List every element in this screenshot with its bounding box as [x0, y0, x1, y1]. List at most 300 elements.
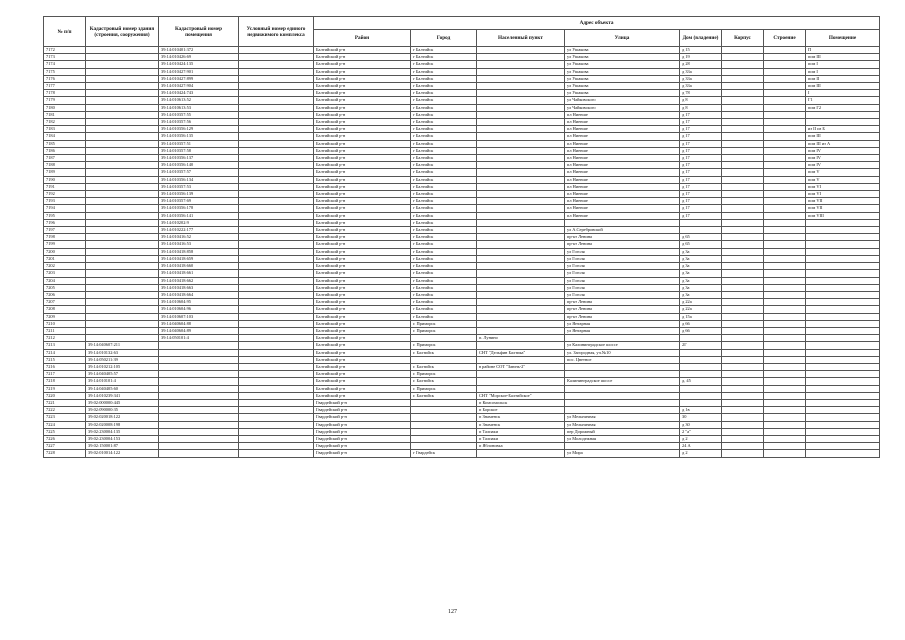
table-row: [44, 198, 880, 205]
cell-stroenie: [764, 335, 806, 342]
cell-pomeshchenie: [806, 399, 880, 406]
cell-pomeshchenie: [806, 407, 880, 414]
cell-uslovny: [239, 169, 314, 176]
cell-rayon: Балтийский р-н: [314, 97, 411, 104]
cell-ulitsa: пос. Цветное: [565, 356, 680, 363]
cell-dom: [680, 363, 722, 370]
cell-num: 7186: [44, 147, 86, 154]
cell-kadastr-room: [159, 349, 239, 356]
cell-ulitsa: [565, 335, 680, 342]
cell-ulitsa: [565, 371, 680, 378]
cell-gorod: г Балтийск: [411, 299, 477, 306]
table-row: [44, 104, 880, 111]
cell-stroenie: [764, 291, 806, 298]
cell-gorod: [411, 407, 477, 414]
cell-uslovny: [239, 392, 314, 399]
table-row: [44, 356, 880, 363]
cell-punkt: [477, 371, 565, 378]
cell-dom: д 17: [680, 133, 722, 140]
cell-gorod: [411, 421, 477, 428]
cell-num: 7223: [44, 414, 86, 421]
cell-stroenie: [764, 169, 806, 176]
cell-punkt: п Яблоновка: [477, 443, 565, 450]
cell-kadastr-building: [86, 176, 159, 183]
cell-pomeshchenie: [806, 291, 880, 298]
col-header-kadastr-building: Кадастровый номер здания (строения, сооружения): [86, 17, 159, 47]
cell-kadastr-building: [86, 90, 159, 97]
cell-uslovny: [239, 47, 314, 54]
cell-uslovny: [239, 399, 314, 406]
cell-dom: д 17: [680, 169, 722, 176]
cell-pomeshchenie: пом VI: [806, 191, 880, 198]
cell-stroenie: [764, 435, 806, 442]
cell-num: 7226: [44, 435, 86, 442]
cell-dom: д 65: [680, 241, 722, 248]
cell-kadastr-building: 39:14:040405:60: [86, 385, 159, 392]
cell-num: 7204: [44, 277, 86, 284]
cell-korpus: [722, 83, 764, 90]
cell-kadastr-building: 39:02:020008:198: [86, 421, 159, 428]
cell-korpus: [722, 90, 764, 97]
cell-dom: д 2: [680, 450, 722, 457]
cell-ulitsa: пл Ниенше: [565, 133, 680, 140]
cell-gorod: [411, 414, 477, 421]
cell-pomeshchenie: пом IV: [806, 147, 880, 154]
cell-stroenie: [764, 147, 806, 154]
cell-kadastr-building: [86, 212, 159, 219]
cell-stroenie: [764, 61, 806, 68]
cell-ulitsa: ул Гоголя: [565, 291, 680, 298]
cell-gorod: г Балтийск: [411, 111, 477, 118]
cell-ulitsa: пл Ниенше: [565, 111, 680, 118]
cell-dom: д 17: [680, 126, 722, 133]
cell-gorod: г Балтийск: [411, 97, 477, 104]
cell-stroenie: [764, 212, 806, 219]
cell-num: 7200: [44, 248, 86, 255]
cell-uslovny: [239, 306, 314, 313]
cell-ulitsa: ул Ушакова: [565, 68, 680, 75]
cell-kadastr-building: [86, 126, 159, 133]
cell-rayon: Балтийский р-н: [314, 349, 411, 356]
table-row: [44, 176, 880, 183]
cell-stroenie: [764, 104, 806, 111]
table-row: [44, 277, 880, 284]
cell-rayon: Балтийский р-н: [314, 378, 411, 385]
cell-uslovny: [239, 248, 314, 255]
cell-punkt: [477, 234, 565, 241]
cell-rayon: Балтийский р-н: [314, 90, 411, 97]
cell-rayon: Балтийский р-н: [314, 68, 411, 75]
cell-rayon: Балтийский р-н: [314, 392, 411, 399]
cell-kadastr-room: [159, 443, 239, 450]
cell-gorod: г Балтийск: [411, 104, 477, 111]
cell-ulitsa: ул Янтарная: [565, 327, 680, 334]
cell-ulitsa: ул Ушакова: [565, 83, 680, 90]
cell-pomeshchenie: [806, 277, 880, 284]
cell-dom: д 30: [680, 421, 722, 428]
cell-ulitsa: [565, 407, 680, 414]
cell-kadastr-building: [86, 104, 159, 111]
cell-punkt: [477, 111, 565, 118]
cell-rayon: Балтийский р-н: [314, 291, 411, 298]
table-row: [44, 219, 880, 226]
cell-kadastr-building: [86, 97, 159, 104]
cell-kadastr-room: 39:14:010424:135: [159, 61, 239, 68]
cell-num: 7212: [44, 335, 86, 342]
cell-num: 7202: [44, 263, 86, 270]
cell-korpus: [722, 227, 764, 234]
cell-stroenie: [764, 234, 806, 241]
cell-gorod: г Балтийск: [411, 183, 477, 190]
table-row: [44, 320, 880, 327]
cell-dom: д 8: [680, 97, 722, 104]
cell-kadastr-room: 39:14:010418:659: [159, 255, 239, 262]
cell-kadastr-room: 39:14:010356:135: [159, 133, 239, 140]
cell-stroenie: [764, 313, 806, 320]
cell-uslovny: [239, 155, 314, 162]
table-row: [44, 111, 880, 118]
cell-num: 7222: [44, 407, 86, 414]
table-row: [44, 183, 880, 190]
cell-punkt: [477, 133, 565, 140]
cell-punkt: [477, 47, 565, 54]
cell-kadastr-building: 39:14:040405:57: [86, 371, 159, 378]
table-row: [44, 342, 880, 349]
cell-rayon: Балтийский р-н: [314, 299, 411, 306]
cell-uslovny: [239, 378, 314, 385]
cell-punkt: СНТ "Дельфин Балтика": [477, 349, 565, 356]
cell-kadastr-building: 39:14:010101:4: [86, 378, 159, 385]
cell-gorod: г Балтийск: [411, 205, 477, 212]
cell-pomeshchenie: [806, 263, 880, 270]
cell-uslovny: [239, 183, 314, 190]
cell-num: 7197: [44, 227, 86, 234]
cell-stroenie: [764, 371, 806, 378]
cell-dom: д 28: [680, 61, 722, 68]
table-row: [44, 47, 880, 54]
cell-dom: [680, 392, 722, 399]
cell-num: 7206: [44, 291, 86, 298]
table-row: [44, 61, 880, 68]
cell-ulitsa: ул. Загородная, уч.№10: [565, 349, 680, 356]
cell-ulitsa: ул Ушакова: [565, 61, 680, 68]
cell-gorod: г Балтийск: [411, 47, 477, 54]
cell-dom: [680, 219, 722, 226]
cell-punkt: [477, 104, 565, 111]
table-row: [44, 140, 880, 147]
cell-pomeshchenie: пом Г2: [806, 104, 880, 111]
cell-num: 7178: [44, 90, 86, 97]
cell-punkt: [477, 183, 565, 190]
col-header-korpus: Корпус: [722, 30, 764, 47]
cell-num: 7210: [44, 320, 86, 327]
cell-uslovny: [239, 104, 314, 111]
cell-gorod: г Балтийск: [411, 227, 477, 234]
cell-ulitsa: пр-кт Ленина: [565, 241, 680, 248]
cell-punkt: [477, 75, 565, 82]
cell-rayon: Балтийский р-н: [314, 263, 411, 270]
cell-num: 7215: [44, 356, 86, 363]
cell-punkt: [477, 61, 565, 68]
cell-num: 7221: [44, 399, 86, 406]
cell-ulitsa: пер Дорожный: [565, 428, 680, 435]
cell-pomeshchenie: пом III: [806, 133, 880, 140]
cell-num: 7196: [44, 219, 86, 226]
cell-kadastr-room: 39:14:040604:88: [159, 320, 239, 327]
cell-rayon: Балтийский р-н: [314, 255, 411, 262]
cell-num: 7199: [44, 241, 86, 248]
cell-korpus: [722, 342, 764, 349]
cell-rayon: Балтийский р-н: [314, 385, 411, 392]
cell-rayon: Гвардейский р-н: [314, 399, 411, 406]
cell-uslovny: [239, 313, 314, 320]
cell-kadastr-building: 39:02:150001:87: [86, 443, 159, 450]
cell-pomeshchenie: [806, 443, 880, 450]
cell-rayon: Балтийский р-н: [314, 140, 411, 147]
cell-pomeshchenie: пом VII: [806, 198, 880, 205]
cell-korpus: [722, 399, 764, 406]
cell-punkt: [477, 83, 565, 90]
cell-ulitsa: [565, 219, 680, 226]
cell-dom: д 3а: [680, 270, 722, 277]
cell-punkt: [477, 147, 565, 154]
cell-korpus: [722, 169, 764, 176]
cell-rayon: Балтийский р-н: [314, 335, 411, 342]
cell-ulitsa: ул Ушакова: [565, 54, 680, 61]
cell-dom: [680, 335, 722, 342]
cell-kadastr-building: 39:02:020018:122: [86, 414, 159, 421]
cell-num: 7176: [44, 75, 86, 82]
cell-dom: д 3а: [680, 277, 722, 284]
cell-rayon: Гвардейский р-н: [314, 450, 411, 457]
cell-gorod: г. Балтийск: [411, 363, 477, 370]
cell-korpus: [722, 392, 764, 399]
cell-korpus: [722, 443, 764, 450]
cell-kadastr-building: [86, 313, 159, 320]
cell-stroenie: [764, 421, 806, 428]
cell-dom: д 65: [680, 234, 722, 241]
cell-gorod: г Балтийск: [411, 284, 477, 291]
cell-gorod: [411, 356, 477, 363]
table-row: [44, 428, 880, 435]
cell-ulitsa: пл Ниенше: [565, 155, 680, 162]
cell-ulitsa: ул Мира: [565, 450, 680, 457]
cell-gorod: г. Приморск: [411, 371, 477, 378]
cell-gorod: [411, 435, 477, 442]
cell-ulitsa: ул Молодежная: [565, 435, 680, 442]
cell-stroenie: [764, 306, 806, 313]
cell-stroenie: [764, 54, 806, 61]
cell-punkt: [477, 97, 565, 104]
cell-korpus: [722, 97, 764, 104]
cell-num: 7205: [44, 284, 86, 291]
cell-pomeshchenie: [806, 349, 880, 356]
cell-pomeshchenie: [806, 371, 880, 378]
cell-korpus: [722, 241, 764, 248]
cell-kadastr-room: 39:14:010418:858: [159, 248, 239, 255]
cell-korpus: [722, 255, 764, 262]
cell-stroenie: [764, 277, 806, 284]
table-row: [44, 349, 880, 356]
cell-korpus: [722, 133, 764, 140]
cell-rayon: Балтийский р-н: [314, 147, 411, 154]
cell-uslovny: [239, 255, 314, 262]
cell-pomeshchenie: [806, 320, 880, 327]
cell-punkt: в районе СОТ "Заюнь-2": [477, 363, 565, 370]
cell-stroenie: [764, 75, 806, 82]
cell-rayon: Балтийский р-н: [314, 306, 411, 313]
table-row: [44, 363, 880, 370]
cell-ulitsa: пр-кт Ленина: [565, 306, 680, 313]
document-table-wrapper: [43, 16, 879, 458]
cell-punkt: [477, 356, 565, 363]
col-header-num: № п/п: [44, 17, 86, 47]
cell-uslovny: [239, 356, 314, 363]
cell-korpus: [722, 111, 764, 118]
cell-stroenie: [764, 47, 806, 54]
cell-kadastr-room: 39:14:010427:904: [159, 83, 239, 90]
cell-pomeshchenie: [806, 306, 880, 313]
cell-ulitsa: пр-кт Ленина: [565, 234, 680, 241]
cell-stroenie: [764, 97, 806, 104]
cell-pomeshchenie: пом VII: [806, 205, 880, 212]
cell-num: 7224: [44, 421, 86, 428]
col-header-gorod: Город: [411, 30, 477, 47]
cell-dom: [680, 371, 722, 378]
cell-dom: д 19: [680, 54, 722, 61]
cell-kadastr-room: 39:14:010418:660: [159, 263, 239, 270]
cell-kadastr-room: [159, 450, 239, 457]
cell-rayon: Балтийский р-н: [314, 219, 411, 226]
cell-ulitsa: [565, 363, 680, 370]
cell-uslovny: [239, 327, 314, 334]
cell-gorod: г Балтийск: [411, 147, 477, 154]
cell-pomeshchenie: [806, 241, 880, 248]
table-row: [44, 371, 880, 378]
table-row: [44, 327, 880, 334]
cell-num: 7181: [44, 111, 86, 118]
cell-pomeshchenie: пом V: [806, 176, 880, 183]
cell-punkt: [477, 263, 565, 270]
cell-gorod: г. Балтийск: [411, 349, 477, 356]
cell-dom: [680, 399, 722, 406]
cell-dom: д 17: [680, 155, 722, 162]
cell-korpus: [722, 277, 764, 284]
cell-gorod: г Балтийск: [411, 212, 477, 219]
cell-stroenie: [764, 219, 806, 226]
cell-rayon: Балтийский р-н: [314, 126, 411, 133]
cell-punkt: [477, 241, 565, 248]
cell-ulitsa: пл Ниенше: [565, 198, 680, 205]
cell-korpus: [722, 349, 764, 356]
cell-uslovny: [239, 227, 314, 234]
cell-pomeshchenie: пом III: [806, 83, 880, 90]
cell-rayon: Балтийский р-н: [314, 133, 411, 140]
cell-ulitsa: [565, 399, 680, 406]
cell-uslovny: [239, 284, 314, 291]
cell-pomeshchenie: пом II: [806, 75, 880, 82]
cell-kadastr-room: [159, 407, 239, 414]
cell-korpus: [722, 248, 764, 255]
cell-korpus: [722, 176, 764, 183]
cell-gorod: г Балтийск: [411, 176, 477, 183]
col-header-kadastr-room: Кадастровый номер помещения: [159, 17, 239, 47]
table-row: [44, 119, 880, 126]
cell-gorod: г Балтийск: [411, 155, 477, 162]
cell-uslovny: [239, 54, 314, 61]
cell-kadastr-building: [86, 54, 159, 61]
table-row: [44, 385, 880, 392]
cell-korpus: [722, 299, 764, 306]
cell-stroenie: [764, 320, 806, 327]
cell-dom: д 3а: [680, 263, 722, 270]
cell-num: 7214: [44, 349, 86, 356]
cell-uslovny: [239, 97, 314, 104]
cell-kadastr-room: 39:14:010356:129: [159, 126, 239, 133]
cell-dom: д 17: [680, 212, 722, 219]
cell-dom: д 78: [680, 90, 722, 97]
cell-pomeshchenie: пом VI: [806, 183, 880, 190]
cell-kadastr-room: 39:14:010427:901: [159, 68, 239, 75]
cell-punkt: [477, 140, 565, 147]
table-row: [44, 443, 880, 450]
cell-kadastr-room: 39:14:050101:4: [159, 335, 239, 342]
table-row: [44, 255, 880, 262]
cell-ulitsa: пл Ниенше: [565, 140, 680, 147]
cell-stroenie: [764, 428, 806, 435]
cell-dom: д 17: [680, 147, 722, 154]
cell-num: 7189: [44, 169, 86, 176]
table-row: [44, 191, 880, 198]
cell-gorod: г Балтийск: [411, 198, 477, 205]
cell-kadastr-building: [86, 299, 159, 306]
cell-kadastr-building: 39:14:010212:105: [86, 363, 159, 370]
cell-dom: д 17: [680, 140, 722, 147]
cell-kadastr-room: 39:14:040604:89: [159, 327, 239, 334]
cell-korpus: [722, 119, 764, 126]
table-row: [44, 68, 880, 75]
cell-num: 7191: [44, 183, 86, 190]
cell-korpus: [722, 320, 764, 327]
cell-dom: д 8: [680, 104, 722, 111]
cell-stroenie: [764, 356, 806, 363]
cell-uslovny: [239, 212, 314, 219]
cell-dom: д 66: [680, 327, 722, 334]
cell-dom: д 3а: [680, 284, 722, 291]
cell-ulitsa: ул Мельничная: [565, 421, 680, 428]
cell-pomeshchenie: [806, 248, 880, 255]
col-header-rayon: Район: [314, 30, 411, 47]
cell-kadastr-building: 39:02:230004:153: [86, 435, 159, 442]
cell-gorod: г Балтийск: [411, 270, 477, 277]
cell-uslovny: [239, 219, 314, 226]
cell-rayon: Балтийский р-н: [314, 54, 411, 61]
cell-punkt: [477, 68, 565, 75]
cell-kadastr-room: [159, 342, 239, 349]
cell-korpus: [722, 378, 764, 385]
cell-uslovny: [239, 191, 314, 198]
cell-num: 7174: [44, 61, 86, 68]
cell-korpus: [722, 104, 764, 111]
cell-korpus: [722, 198, 764, 205]
cell-punkt: [477, 227, 565, 234]
cell-num: 7203: [44, 270, 86, 277]
cell-kadastr-room: 39:14:010356:141: [159, 212, 239, 219]
cell-rayon: Балтийский р-н: [314, 75, 411, 82]
cell-uslovny: [239, 363, 314, 370]
cell-gorod: [411, 399, 477, 406]
table-row: [44, 133, 880, 140]
